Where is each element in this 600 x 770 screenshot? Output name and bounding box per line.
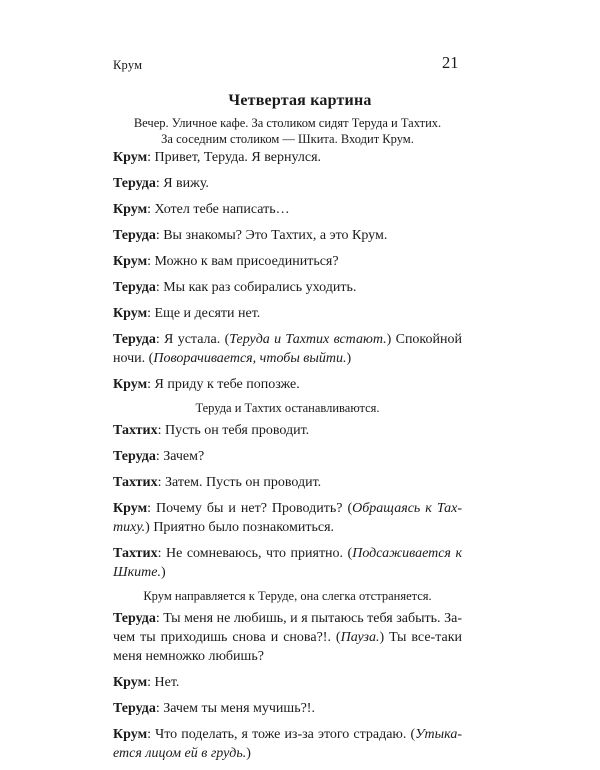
- speaker-name: Крум: [113, 150, 148, 165]
- dialogue-line: Теруда: Ты меня не любишь, и я пытаюсь тебя забыть. Зачем ты приходишь снова и снова?!. (Пауза.) Ты все-таки меня немножко любишь?: [113, 611, 462, 664]
- speech-text: Можно к вам присоединиться?: [154, 254, 339, 269]
- speaker-name: Крум: [113, 675, 148, 690]
- speaker-name: Теруда: [113, 449, 156, 464]
- dialogue-line: Крум: Почему бы и нет? Проводить? (Обращаясь к Тахтиху.) Приятно было познакомиться.: [113, 501, 462, 535]
- intro-line: Вечер. Уличное кафе. За столиком сидят Теруда и Тахтих.: [133, 116, 442, 130]
- dialogue-line: Тахтих: Пусть он тебя проводит.: [113, 423, 310, 438]
- speaker-name: Крум: [113, 254, 148, 269]
- speech-text: Пусть он тебя проводит.: [164, 423, 310, 438]
- speech-text: Еще и десяти нет.: [154, 306, 261, 321]
- speaker-name: Крум: [113, 202, 148, 217]
- intro-line: За соседним столиком — Шкита. Входит Крум.: [161, 132, 414, 146]
- speech-text: ) Приятно было познакомиться.: [145, 520, 335, 535]
- dialogue: [113, 148, 462, 770]
- speech-text: ): [246, 746, 251, 761]
- speech-text: Вы знакомы? Это Тахтих, а это Крум.: [163, 228, 388, 243]
- running-header: Крум: [113, 58, 143, 72]
- dialogue-line: Теруда: Я устала. (Теруда и Тахтих встают.) Спокойной ночи. (Поворачивается, чтобы выйти.): [113, 332, 463, 366]
- dialogue-line: Крум: Еще и десяти нет.: [113, 306, 261, 321]
- dialogue-line: Крум: Что поделать, я тоже из-за этого страдаю. (Утыкается лицом ей в грудь.): [113, 727, 463, 761]
- dialogue-line: Крум: Нет.: [113, 675, 180, 690]
- speech-text: Мы как раз собирались уходить.: [163, 280, 357, 295]
- speaker-name: Крум: [113, 377, 148, 392]
- inline-stage-direction: Обращаясь к Тахтиху.: [113, 501, 462, 535]
- speech-text: Не сомневаюсь, что приятно. (: [166, 546, 353, 561]
- speaker-name: Крум: [113, 501, 148, 516]
- speech-text: Ты меня не любишь, и я пытаюсь тебя забыть. Зачем ты приходишь снова и снова?!. (: [113, 611, 462, 645]
- inline-stage-direction: Теруда и Тахтих встают.: [229, 332, 387, 347]
- speaker-name: Тахтих: [113, 475, 158, 490]
- dialogue-line: Крум: Можно к вам присоединиться?: [113, 254, 339, 269]
- dialogue-line: Теруда: Мы как раз собирались уходить.: [113, 280, 357, 295]
- dialogue-line: Теруда: Я вижу.: [113, 176, 209, 191]
- speech-text: Я устала. (: [164, 332, 230, 347]
- dialogue-line: Тахтих: Не сомневаюсь, что приятно. (Подсаживается к Шките.): [113, 546, 462, 580]
- stage-direction: Теруда и Тахтих останавливаются.: [195, 401, 380, 415]
- speaker-name: Теруда: [113, 332, 156, 347]
- stage-direction: Крум направляется к Теруде, она слегка отстраняется.: [143, 589, 432, 603]
- dialogue-line: Тахтих: Затем. Пусть он проводит.: [113, 475, 322, 490]
- dialogue-line: Теруда: Зачем?: [113, 449, 205, 464]
- speech-text: ): [160, 565, 166, 580]
- dialogue-line: Теруда: Зачем ты меня мучишь?!.: [113, 701, 315, 716]
- speaker-name: Крум: [113, 306, 148, 321]
- speech-text: Я приду к тебе попозже.: [154, 377, 300, 392]
- speaker-name: Теруда: [113, 280, 156, 295]
- speaker-name: Теруда: [113, 701, 156, 716]
- speech-text: Зачем ты меня мучишь?!.: [163, 701, 315, 716]
- scene-intro: [113, 115, 462, 147]
- speech-text: Зачем?: [163, 449, 205, 464]
- speech-text: ) Спокойной ночи. (: [113, 332, 463, 366]
- inline-stage-direction: Поворачивается, чтобы выйти.: [153, 351, 347, 366]
- speaker-name: Теруда: [113, 611, 156, 626]
- speech-text: Почему бы и нет? Проводить? (: [156, 501, 353, 516]
- dialogue-line: Крум: Привет, Теруда. Я вернулся.: [113, 150, 322, 165]
- speaker-name: Теруда: [113, 228, 156, 243]
- speech-text: Хотел тебе написать…: [154, 202, 290, 217]
- speech-text: Привет, Теруда. Я вернулся.: [154, 150, 322, 165]
- speech-text: Я вижу.: [163, 176, 209, 191]
- dialogue-line: Крум: Я приду к тебе попозже.: [113, 377, 300, 392]
- speech-text: ): [346, 351, 352, 366]
- inline-stage-direction: Подсаживается к Шките.: [113, 546, 462, 580]
- inline-stage-direction: Утыкается лицом ей в грудь.: [113, 727, 463, 761]
- speech-text: Затем. Пусть он проводит.: [164, 475, 322, 490]
- speech-text: Что поделать, я тоже из-за этого страдаю. (: [155, 727, 416, 742]
- speech-text: ) Ты все-таки меня немножко любишь?: [113, 630, 462, 664]
- speech-text: Нет.: [154, 675, 180, 690]
- speaker-name: Тахтих: [113, 546, 158, 561]
- inline-stage-direction: Пауза.: [340, 630, 380, 645]
- dialogue-line: Теруда: Вы знакомы? Это Тахтих, а это Крум.: [113, 228, 388, 243]
- speaker-name: Тахтих: [113, 423, 158, 438]
- speaker-name: Теруда: [113, 176, 156, 191]
- scene-title: Четвертая картина: [228, 92, 372, 109]
- dialogue-line: Крум: Хотел тебе написать…: [113, 202, 290, 217]
- page-number: 21: [442, 53, 459, 72]
- speaker-name: Крум: [113, 727, 148, 742]
